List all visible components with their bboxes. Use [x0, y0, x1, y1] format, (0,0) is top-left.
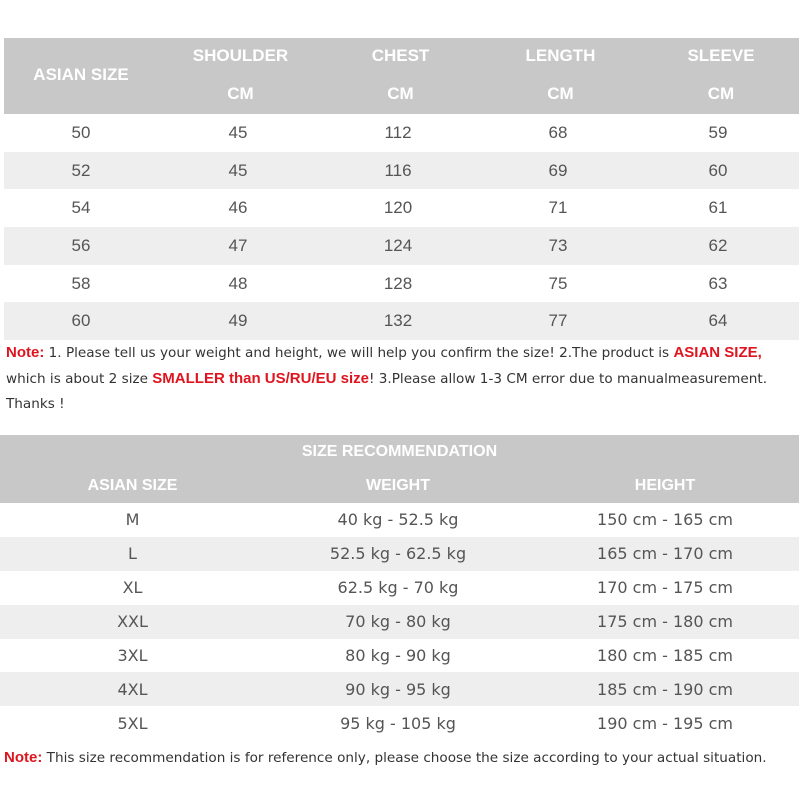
cell-size: L — [128, 544, 137, 564]
size-recommendation-header — [0, 469, 799, 503]
cell-asian-size: 58 — [71, 273, 91, 293]
cell-height: 165 cm - 170 cm — [597, 544, 733, 564]
note-text-1: 1. Please tell us your weight and height, we will help you confirm the size! 2.The product is — [44, 345, 674, 361]
cell-height: 150 cm - 165 cm — [597, 510, 733, 530]
table-row — [4, 189, 799, 227]
header-height: HEIGHT — [634, 477, 696, 494]
table-row — [0, 706, 799, 740]
cell-sleeve: 59 — [708, 122, 728, 142]
cell-chest: 120 — [383, 198, 413, 218]
cell-shoulder: 49 — [228, 311, 248, 331]
table-row — [4, 302, 799, 340]
table-row — [4, 152, 799, 190]
cell-weight: 80 kg - 90 kg — [345, 646, 451, 665]
note-text-3: ! 3.Please allow 1-3 CM error due to manualmeasurement. Thanks ! — [6, 371, 768, 412]
size-chart-header — [4, 38, 799, 114]
header-weight: WEIGHT — [366, 477, 430, 494]
header-length-unit: CM — [547, 84, 574, 103]
recommendation-note — [4, 747, 794, 769]
header-length: LENGTH — [525, 46, 596, 65]
cell-weight: 95 kg - 105 kg — [340, 713, 456, 733]
table-row — [4, 227, 799, 265]
size-recommendation-table — [0, 435, 799, 740]
cell-shoulder: 45 — [228, 122, 248, 142]
cell-sleeve: 60 — [708, 160, 728, 180]
cell-chest: 132 — [383, 311, 413, 331]
cell-weight: 40 kg - 52.5 kg — [337, 510, 459, 530]
cell-weight: 62.5 kg - 70 kg — [337, 578, 459, 598]
cell-sleeve: 63 — [708, 273, 728, 293]
table-row — [0, 605, 799, 639]
header-chest-unit: CM — [387, 84, 414, 103]
cell-length: 75 — [548, 273, 568, 293]
cell-height: 185 cm - 190 cm — [597, 679, 733, 699]
cell-shoulder: 48 — [228, 273, 248, 293]
cell-asian-size: 60 — [71, 311, 91, 331]
cell-asian-size: 52 — [71, 160, 91, 180]
header-chest: CHEST — [371, 46, 430, 65]
cell-weight: 70 kg - 80 kg — [345, 612, 451, 632]
table-row — [0, 537, 799, 571]
cell-weight: 52.5 kg - 62.5 kg — [329, 544, 467, 564]
cell-length: 73 — [548, 235, 568, 255]
note-text-2: which is about 2 size — [6, 371, 153, 387]
cell-asian-size: 56 — [71, 235, 91, 255]
cell-height: 190 cm - 195 cm — [597, 713, 733, 733]
header-shoulder: SHOULDER — [192, 46, 289, 65]
header-shoulder-unit: CM — [227, 84, 254, 103]
header-sleeve: SLEEVE — [687, 46, 755, 65]
size-chart-table — [4, 38, 799, 340]
cell-sleeve: 62 — [708, 235, 728, 255]
cell-shoulder: 45 — [228, 160, 248, 180]
cell-length: 71 — [548, 198, 568, 218]
cell-length: 69 — [548, 160, 568, 180]
table-row — [0, 503, 799, 537]
cell-shoulder: 46 — [228, 198, 248, 218]
header-sleeve-unit: CM — [707, 84, 735, 103]
cell-chest: 112 — [384, 122, 412, 142]
cell-size: 5XL — [117, 713, 148, 733]
cell-size: 3XL — [117, 646, 148, 665]
size-recommendation-title: SIZE RECOMMENDATION — [0, 435, 799, 469]
table-row — [4, 114, 799, 152]
note-label: Note: — [4, 749, 43, 766]
cell-height: 170 cm - 175 cm — [597, 578, 733, 598]
cell-sleeve: 64 — [708, 311, 728, 331]
note-highlight-smaller: SMALLER than US/RU/EU size — [152, 370, 369, 387]
cell-length: 68 — [548, 122, 568, 142]
cell-size: XXL — [117, 612, 148, 632]
table-row — [0, 571, 799, 605]
cell-weight: 90 kg - 95 kg — [345, 679, 451, 699]
cell-sleeve: 61 — [708, 198, 728, 218]
size-note — [6, 340, 796, 417]
cell-asian-size: 54 — [71, 198, 91, 218]
note-text: This size recommendation is for reference only, please choose the size according to your actual situation. — [42, 750, 767, 766]
header-asian-size: ASIAN SIZE — [87, 477, 178, 494]
cell-length: 77 — [548, 311, 568, 331]
cell-height: 180 cm - 185 cm — [597, 646, 733, 665]
cell-chest: 128 — [383, 273, 413, 293]
note-label: Note: — [6, 344, 45, 361]
table-row — [4, 265, 799, 303]
cell-chest: 116 — [384, 160, 412, 180]
cell-height: 175 cm - 180 cm — [597, 612, 733, 632]
table-row — [0, 639, 799, 673]
cell-size: M — [125, 510, 140, 530]
cell-asian-size: 50 — [71, 122, 91, 142]
header-asian-size: ASIAN SIZE — [33, 65, 129, 84]
cell-shoulder: 47 — [228, 235, 248, 255]
note-highlight-asian-size: ASIAN SIZE, — [673, 344, 762, 361]
cell-size: 4XL — [117, 679, 148, 699]
cell-chest: 124 — [383, 235, 413, 255]
table-row — [0, 672, 799, 706]
cell-size: XL — [122, 578, 143, 598]
